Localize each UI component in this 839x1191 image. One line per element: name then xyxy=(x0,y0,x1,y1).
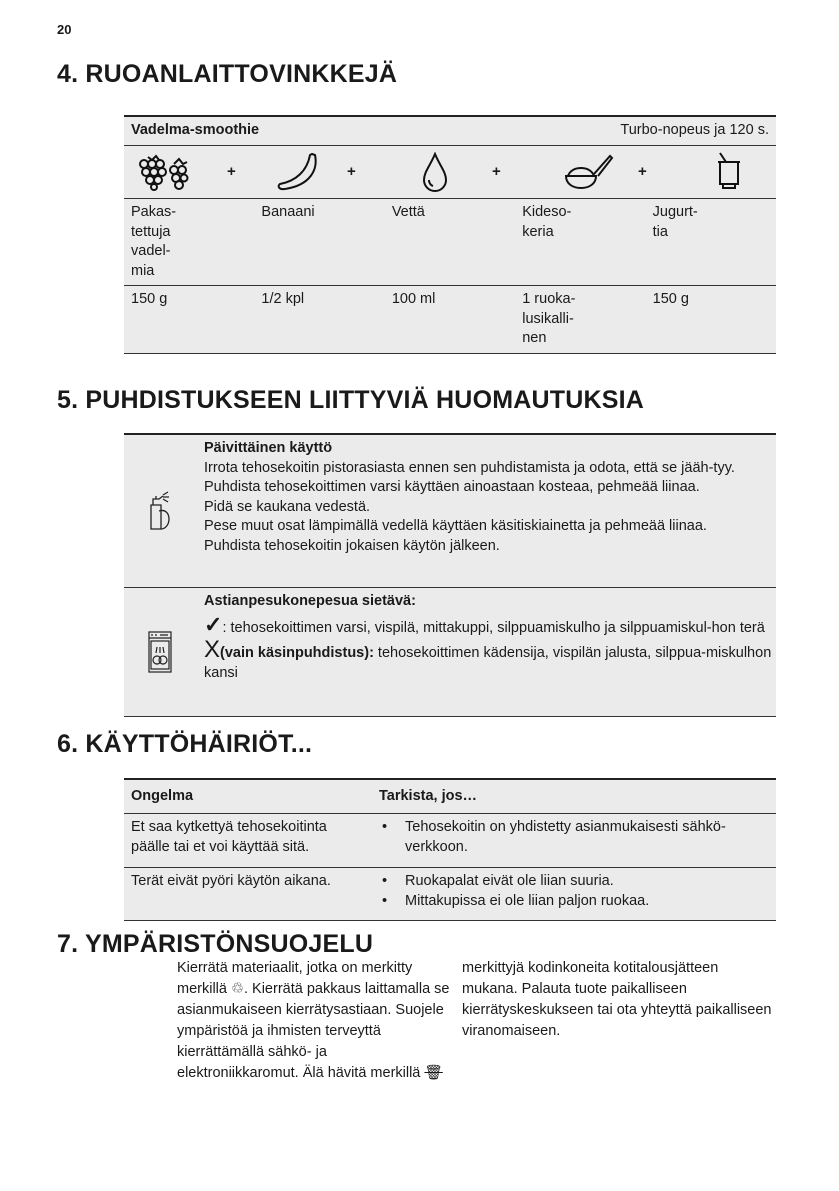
environment-text-col1 xyxy=(177,958,452,1084)
table-row xyxy=(124,868,776,921)
check-item: • Mittakupissa ei ole liian paljon ruokaa. xyxy=(379,892,769,912)
dishwasher-icon xyxy=(148,631,172,673)
hand-wash-text: tehosekoittimen kädensija, vispilän jalusta, silppua-miskulhon kansi xyxy=(204,645,772,681)
dishwasher-heading: Astianpesukonepesua sietävä: xyxy=(204,593,416,609)
column-header: Ongelma xyxy=(131,787,194,804)
ingredient-name: Vettä xyxy=(391,204,425,220)
section-title-troubleshooting: 6. KÄYTTÖHÄIRIÖT... xyxy=(57,730,313,758)
page-number: 20 xyxy=(57,22,72,37)
plus-sign: + xyxy=(227,163,236,180)
recipe-setting: Turbo-nopeus ja 120 s. xyxy=(620,122,769,138)
sugar-spoon-icon xyxy=(564,152,614,192)
troubleshooting-table xyxy=(124,778,776,921)
water-drop-icon xyxy=(420,152,450,192)
daily-line: Puhdista tehosekoittimen varsi käyttäen ainoastaan kosteaa, pehmeää liinaa. xyxy=(204,479,700,495)
table-row xyxy=(124,814,776,868)
ingredient-amount: 100 ml xyxy=(391,291,436,307)
plus-sign: + xyxy=(492,163,501,180)
daily-line: Pese muut osat lämpimällä vedellä käyttäen käsitiskiainetta ja pehmeää liinaa. xyxy=(204,518,707,534)
ingredient-name: Jugurt- tia xyxy=(652,204,698,240)
environment-text: . Kierrätä pakkaus laittamalla se asianmukaiseen kierrätysastiaan. Suojele ympäristöä ja ihmisten terveyttä kierrättämällä sähkö- ja elektroniikkaromut. Älä hävitä merkillä xyxy=(177,981,450,1081)
plus-sign: + xyxy=(347,163,356,180)
ingredient-name: Pakas- tettuja vadel- mia xyxy=(131,204,177,279)
check-item: • Tehosekoitin on yhdistetty asianmukaisesti sähkö-verkkoon. xyxy=(379,818,769,857)
banana-icon xyxy=(274,152,324,192)
recycle-icon: ♲ xyxy=(230,981,244,997)
ingredient-name: Banaani xyxy=(261,204,315,220)
column-header: Tarkista, jos… xyxy=(379,787,478,804)
recipe-name: Vadelma-smoothie xyxy=(131,122,260,138)
plus-sign: + xyxy=(638,163,647,180)
cross-icon: X xyxy=(204,636,221,663)
ingredient-amount: 1/2 kpl xyxy=(261,291,305,307)
problem-cell: Terät eivät pyöri käytön aikana. xyxy=(131,873,331,889)
daily-line: Puhdista tehosekoitin jokaisen käytön jälkeen. xyxy=(204,537,500,554)
ingredient-icons-row xyxy=(124,146,776,199)
yogurt-cup-icon xyxy=(714,152,744,192)
daily-line: Irrota tehosekoitin pistorasiasta ennen sen puhdistamista ja odota, että se jääh-tyy. xyxy=(204,459,735,476)
dishwasher-safe-text: : tehosekoittimen varsi, vispilä, mittakuppi, silppuamiskulho ja silppuamiskul-hon terä xyxy=(222,619,765,636)
daily-line: Pidä se kaukana vedestä. xyxy=(204,498,371,515)
ingredient-amount: 150 g xyxy=(131,291,168,307)
problem-cell: Et saa kytkettyä tehosekoitinta päälle tai et voi käyttää sitä. xyxy=(131,819,327,855)
environment-text: Kierrätä materiaalit, jotka on merkitty merkillä xyxy=(177,960,413,997)
ingredient-amount: 150 g xyxy=(652,291,689,307)
crossed-bin-icon: 🗑 xyxy=(424,1065,443,1081)
daily-heading: Päivittäinen käyttö xyxy=(204,440,333,456)
section-title-cooking-tips: 4. RUOANLAITTOVINKKEJÄ xyxy=(57,60,398,88)
spray-cleaning-icon xyxy=(147,491,173,531)
section-title-environment: 7. YMPÄRISTÖNSUOJELU xyxy=(57,930,374,958)
check-item: • Ruokapalat eivät ole liian suuria. xyxy=(379,872,769,892)
ingredient-name: Kideso- keria xyxy=(522,204,572,240)
hand-wash-label: (vain käsinpuhdistus): xyxy=(220,645,374,661)
check-icon: ✓ xyxy=(204,611,223,637)
environment-text-col2: merkittyjä kodinkoneita kotitalousjätteen mukana. Palauta tuote paikalliseen kierrätyskeskukseen tai ota yhteyttä paikalliseen viranomaiseen. xyxy=(462,960,772,1039)
ingredient-amount: 1 ruoka- lusikalli- nen xyxy=(522,291,576,346)
section-title-cleaning: 5. PUHDISTUKSEEN LIITTYVIÄ HUOMAUTUKSIA xyxy=(57,386,644,414)
raspberry-icon xyxy=(134,152,194,192)
cleaning-table xyxy=(124,433,776,717)
recipe-table xyxy=(124,115,776,354)
